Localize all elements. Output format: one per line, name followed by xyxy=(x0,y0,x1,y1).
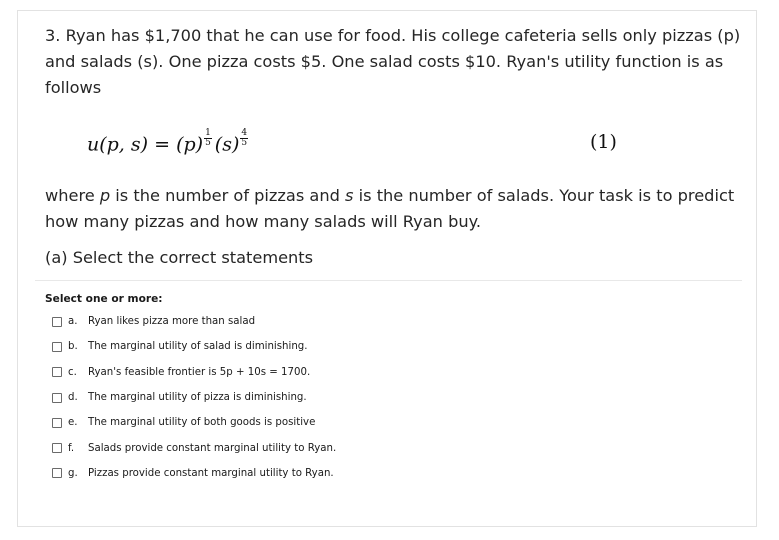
select-label: Select one or more: xyxy=(45,293,163,305)
equation-p-term: (p) xyxy=(176,133,204,156)
option-c-checkbox[interactable] xyxy=(52,367,62,377)
option-c-text[interactable]: Ryan's feasible frontier is 5p + 10s = 1700. xyxy=(88,366,311,378)
text2-part-a: where xyxy=(45,186,100,205)
p-exponent-numerator: 1 xyxy=(205,128,211,138)
option-e-text[interactable]: The marginal utility of both goods is positive xyxy=(88,417,316,429)
option-g-checkbox[interactable] xyxy=(52,468,62,478)
s-exponent-denominator: 5 xyxy=(241,138,248,148)
option-a-letter: a. xyxy=(68,316,78,328)
option-g[interactable] xyxy=(45,461,645,486)
text2-part-c: is the number of salads. Your task is to predict how many pizzas and how many salads will Ryan buy. xyxy=(45,186,735,231)
option-e-checkbox[interactable] xyxy=(52,418,62,428)
option-c[interactable] xyxy=(45,360,645,385)
equation-number: (1) xyxy=(590,131,617,153)
option-d-checkbox[interactable] xyxy=(52,393,62,403)
option-f-letter: f. xyxy=(68,442,75,454)
question-intro: 3. Ryan has $1,700 that he can use for food. His college cafeteria sells only pizzas (p) and salads (s). One pizza costs $5. One salad costs $10. Ryan's utility function is as follows xyxy=(45,26,741,97)
text2-var-p: p xyxy=(99,186,111,205)
option-g-letter: g. xyxy=(68,467,78,479)
option-d-letter: d. xyxy=(68,392,78,404)
option-b-letter: b. xyxy=(68,341,78,353)
part-a-prompt: (a) Select the correct statements xyxy=(45,248,314,267)
option-f[interactable] xyxy=(45,435,645,460)
option-a[interactable] xyxy=(45,309,645,334)
s-exponent-numerator: 4 xyxy=(241,128,248,138)
p-exponent-denominator: 5 xyxy=(205,138,211,148)
equation-lhs: u(p, s) = xyxy=(87,133,177,156)
option-a-text[interactable]: Ryan likes pizza more than salad xyxy=(88,316,256,328)
divider xyxy=(35,280,742,281)
option-e-letter: e. xyxy=(68,417,78,429)
text2-var-s: s xyxy=(345,186,354,205)
option-d-text[interactable]: The marginal utility of pizza is diminishing. xyxy=(88,392,307,404)
option-b[interactable] xyxy=(45,334,645,359)
option-e[interactable] xyxy=(45,410,645,435)
option-b-checkbox[interactable] xyxy=(52,342,62,352)
text2-part-b: is the number of pizzas and xyxy=(110,186,346,205)
question-variables-text xyxy=(45,183,735,235)
option-f-text[interactable]: Salads provide constant marginal utility to Ryan. xyxy=(88,442,337,454)
equation-s-term: (s) xyxy=(214,133,240,156)
option-c-letter: c. xyxy=(68,366,77,378)
p-exponent xyxy=(204,129,212,148)
utility-equation xyxy=(87,129,251,157)
question-card xyxy=(17,10,757,527)
equation-row xyxy=(45,127,745,167)
option-b-text[interactable]: The marginal utility of salad is diminishing. xyxy=(88,341,308,353)
option-d[interactable] xyxy=(45,385,645,410)
answer-block xyxy=(45,293,645,486)
option-g-text[interactable]: Pizzas provide constant marginal utility to Ryan. xyxy=(88,467,334,479)
question-body xyxy=(45,23,745,267)
option-a-checkbox[interactable] xyxy=(52,317,62,327)
option-f-checkbox[interactable] xyxy=(52,443,62,453)
s-exponent xyxy=(240,129,248,148)
